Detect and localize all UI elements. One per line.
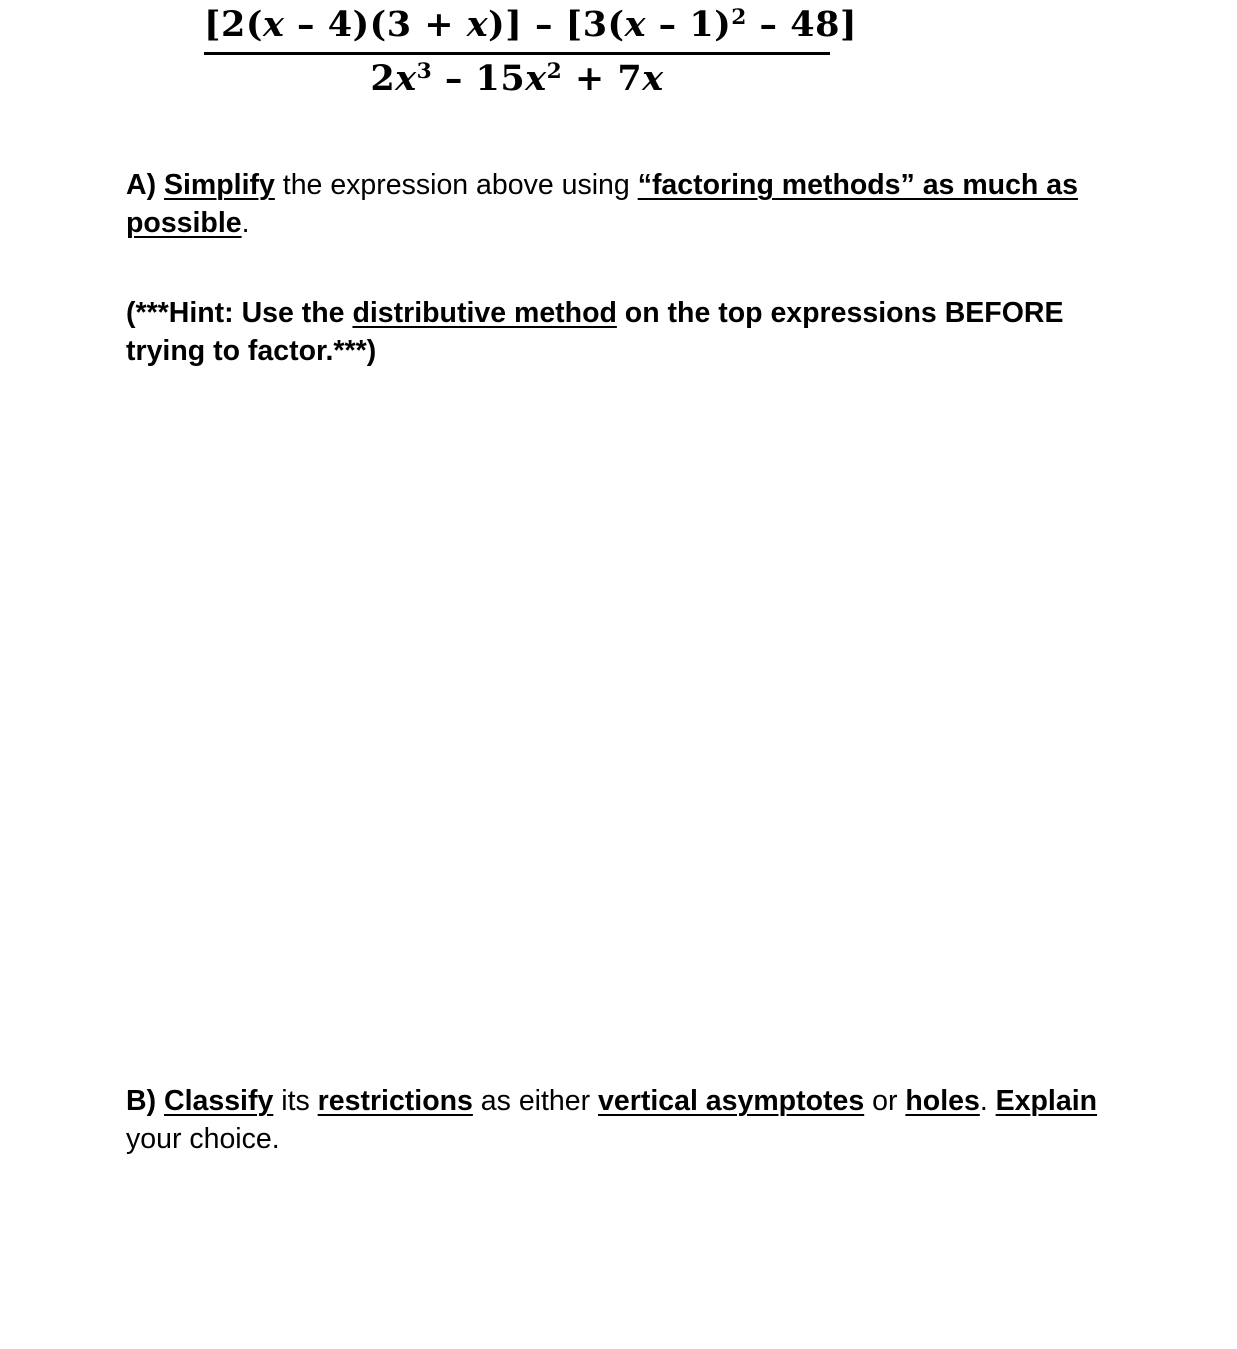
expression-numerator bbox=[204, 0, 858, 50]
variable-x: x bbox=[395, 58, 417, 99]
numerator-text: )] – [3( bbox=[488, 4, 625, 45]
numerator-text: – 1) bbox=[645, 4, 732, 45]
denominator-text: – 15 bbox=[432, 58, 526, 99]
restrictions-keyword: restrictions bbox=[317, 1085, 473, 1117]
explain-keyword: Explain bbox=[995, 1085, 1098, 1117]
numerator-text: – 48] bbox=[746, 4, 858, 45]
hint-text-end: on the top expressions BEFORE trying to factor.***) bbox=[126, 297, 1064, 367]
variable-x: x bbox=[624, 4, 646, 45]
expression-denominator bbox=[204, 56, 830, 102]
vertical-asymptotes-keyword: vertical asymptotes bbox=[598, 1085, 865, 1117]
factoring-methods-keyword: “factoring methods” as much as possible bbox=[126, 169, 1078, 239]
part-a-text: the expression above using bbox=[274, 169, 638, 201]
part-a-period: . bbox=[241, 207, 250, 239]
simplify-keyword: Simplify bbox=[164, 169, 275, 201]
variable-x: x bbox=[525, 58, 547, 99]
part-b-text: . bbox=[979, 1085, 996, 1117]
fraction-bar bbox=[204, 52, 830, 55]
variable-x: x bbox=[262, 4, 285, 45]
classify-keyword: Classify bbox=[164, 1085, 274, 1117]
exponent: 2 bbox=[731, 5, 747, 31]
distributive-method-keyword: distributive method bbox=[352, 297, 617, 329]
numerator-text: [2( bbox=[204, 4, 263, 45]
question-part-b bbox=[126, 1082, 1136, 1158]
hint-text-start: (***Hint: Use the bbox=[126, 297, 353, 329]
variable-x: x bbox=[642, 58, 664, 99]
denominator-text: 2 bbox=[370, 58, 396, 99]
denominator-text: + 7 bbox=[562, 58, 643, 99]
part-a-label: A) bbox=[126, 169, 164, 201]
hint-text bbox=[126, 294, 1136, 370]
part-b-label: B) bbox=[126, 1085, 164, 1117]
numerator-text: – 4)(3 + bbox=[284, 4, 467, 45]
variable-x: x bbox=[466, 4, 489, 45]
part-b-text: its bbox=[273, 1085, 318, 1117]
exponent: 2 bbox=[546, 59, 563, 85]
part-b-text: as either bbox=[472, 1085, 599, 1117]
holes-keyword: holes bbox=[905, 1085, 980, 1117]
part-b-text: or bbox=[864, 1085, 906, 1117]
part-b-text: your choice. bbox=[126, 1123, 280, 1155]
question-part-a bbox=[126, 166, 1136, 242]
exponent: 3 bbox=[416, 59, 433, 85]
